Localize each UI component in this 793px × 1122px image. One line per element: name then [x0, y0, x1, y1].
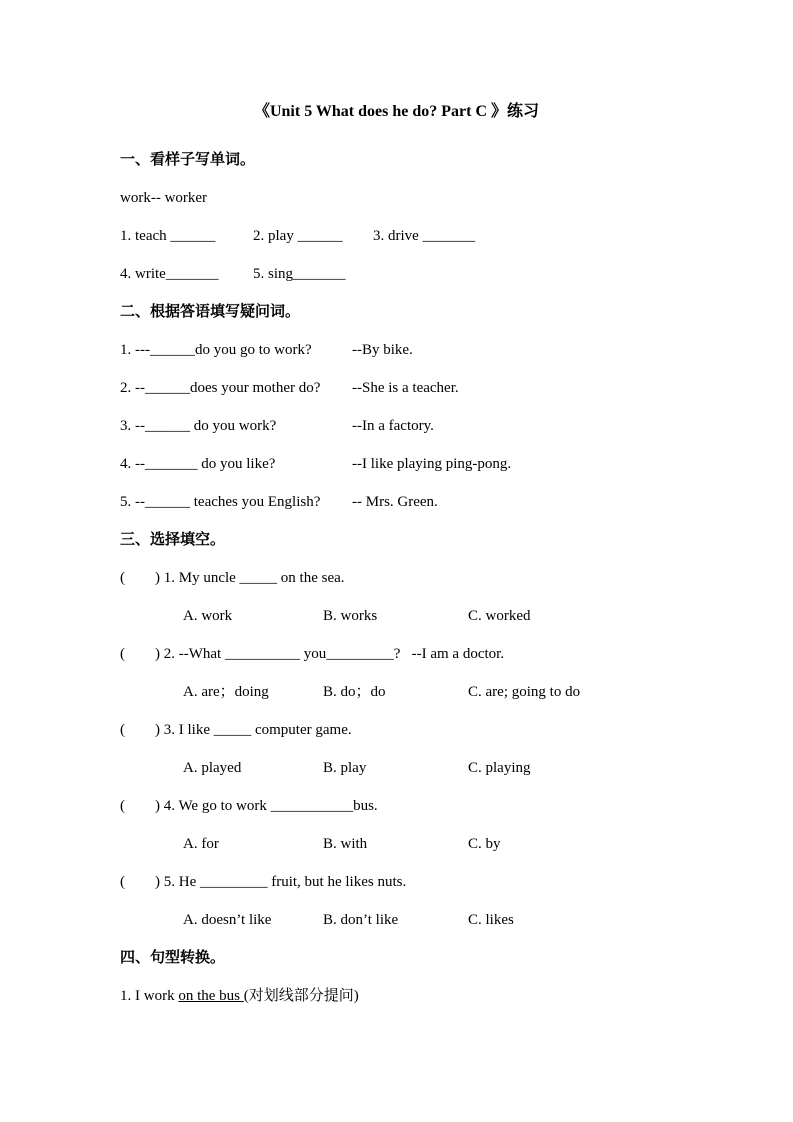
section1-heading: 一、看样子写单词。: [120, 152, 256, 168]
option-a: A. doesn’t like: [183, 912, 272, 928]
option-b: B. don’t like: [323, 912, 399, 928]
section4-heading: 四、句型转换。: [120, 950, 226, 966]
option-c: C. worked: [468, 608, 531, 624]
section2-heading: 二、根据答语填写疑问词。: [120, 304, 301, 320]
section1-example: work-- worker: [120, 190, 208, 206]
option-a: A. played: [183, 760, 242, 776]
answer-text: -- Mrs. Green.: [352, 494, 438, 510]
option-c: C. playing: [468, 760, 531, 776]
option-b: B. with: [323, 836, 368, 852]
worksheet-content: [0, 148, 793, 1008]
answer-text: --By bike.: [352, 342, 413, 358]
option-c: C. likes: [468, 912, 514, 928]
option-a: A. for: [183, 836, 219, 852]
question-text: 5. --______ teaches you English?: [120, 494, 321, 510]
choice-question: ( ) 1. My uncle _____ on the sea.: [120, 570, 345, 586]
page-title: 《Unit 5 What does he do? Part C 》练习: [253, 103, 540, 120]
qa-row: [120, 376, 723, 400]
answer-text: --She is a teacher.: [352, 380, 459, 396]
transform-sentence: [120, 984, 723, 1008]
option-a: A. are；doing: [183, 684, 269, 700]
underlined-phrase: on the bus: [178, 988, 244, 1004]
option-c: C. are; going to do: [468, 684, 581, 700]
choice-question: ( ) 3. I like _____ computer game.: [120, 722, 352, 738]
option-b: B. do；do: [323, 684, 386, 700]
option-a: A. work: [183, 608, 233, 624]
section1-row1: [120, 224, 723, 248]
question-text: 1. ---______do you go to work?: [120, 342, 312, 358]
choice-options: [120, 832, 723, 856]
answer-text: --I like playing ping-pong.: [352, 456, 512, 472]
option-b: B. works: [323, 608, 378, 624]
question-text: 2. --______does your mother do?: [120, 380, 321, 396]
choice-question: ( ) 4. We go to work ___________bus.: [120, 798, 378, 814]
choice-options: [120, 680, 723, 704]
transform-instruction: (对划线部分提问): [243, 988, 359, 1004]
choice-options: [120, 604, 723, 628]
word-blank-item: 4. write_______: [120, 266, 219, 282]
choice-options: [120, 908, 723, 932]
option-c: C. by: [468, 836, 501, 852]
word-blank-item: 1. teach ______: [120, 228, 216, 244]
question-text: 4. --_______ do you like?: [120, 456, 276, 472]
word-blank-item: 5. sing_______: [253, 266, 346, 282]
sentence-prefix: 1. I work: [120, 988, 179, 1004]
choice-question: ( ) 5. He _________ fruit, but he likes nuts.: [120, 874, 407, 890]
word-blank-item: 2. play ______: [253, 228, 343, 244]
qa-row: [120, 338, 723, 362]
choice-options: [120, 756, 723, 780]
section1-row2: [120, 262, 723, 286]
question-text: 3. --______ do you work?: [120, 418, 277, 434]
choice-question: ( ) 2. --What __________ you_________? --I am a doctor.: [120, 646, 505, 662]
option-b: B. play: [323, 760, 367, 776]
word-blank-item: 3. drive _______: [373, 228, 476, 244]
section3-heading: 三、选择填空。: [120, 532, 226, 548]
qa-row: [120, 490, 723, 514]
qa-row: [120, 452, 723, 476]
answer-text: --In a factory.: [352, 418, 434, 434]
qa-row: [120, 414, 723, 438]
